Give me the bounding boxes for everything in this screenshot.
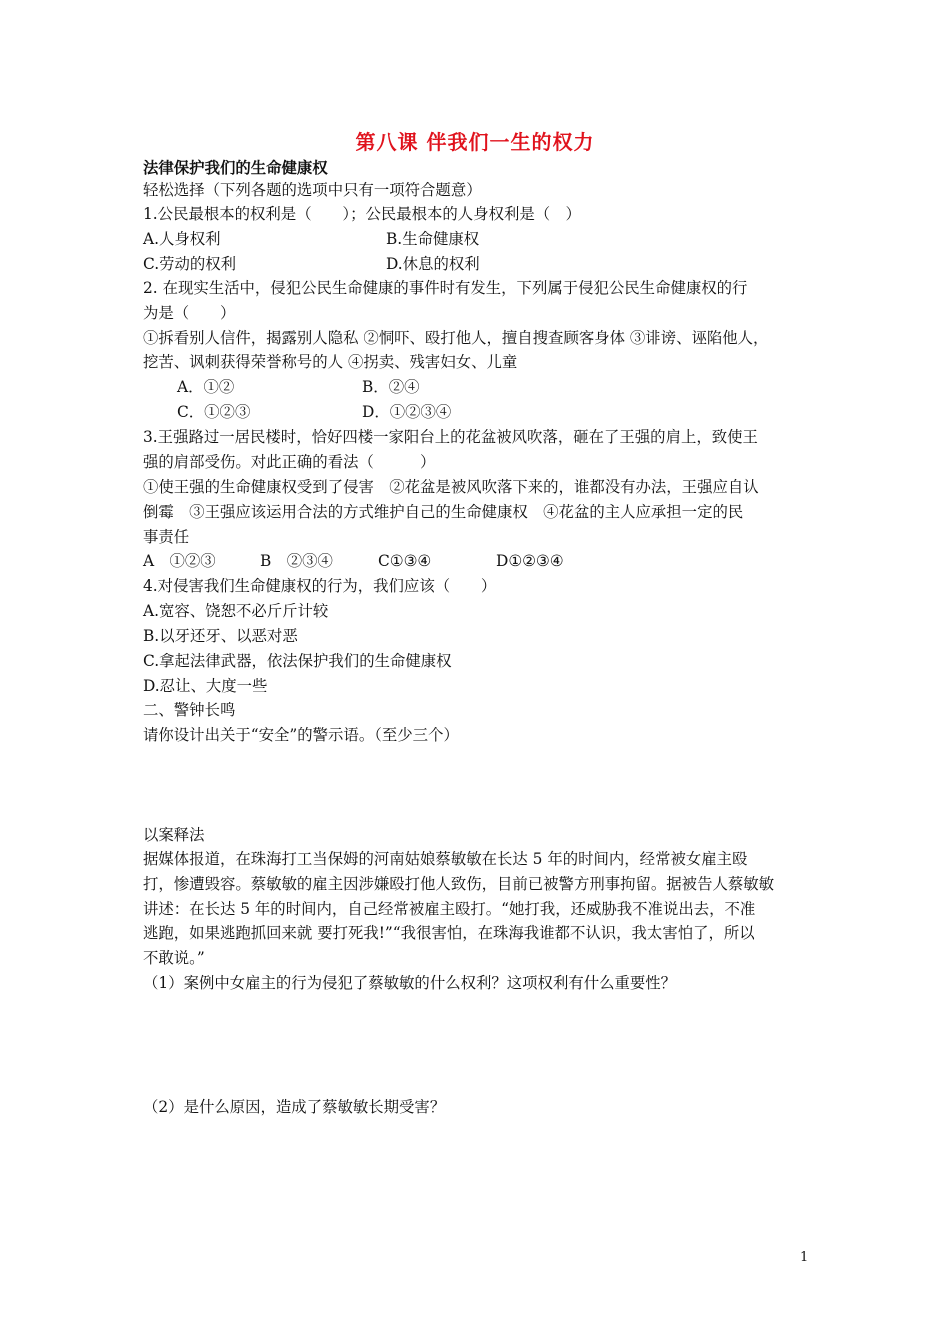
q2-option-c: C．①②③ [177,403,251,421]
lesson-title: 第八课 伴我们一生的权力 [355,130,595,154]
q4-option-a: A.宽容、饶恕不必斤斤计较 [143,602,329,620]
case-line3: 讲述：在长达 5 年的时间内，自己经常被雇主殴打。“她打我，还威胁我不准说出去，不准 [143,900,756,918]
q3-option-a: A ①②③ [143,552,216,570]
question-3-line4: 倒霉 ③王强应该运用合法的方式维护自己的生命健康权 ④花盆的主人应承担一定的民 [143,503,744,521]
case-question-2: （2）是什么原因，造成了蔡敏敏长期受害？ [143,1098,446,1116]
q4-option-d: D.忍让、大度一些 [143,677,268,695]
q4-option-c: C.拿起法律武器，依法保护我们的生命健康权 [143,652,452,670]
q2-option-b: B．②④ [362,378,420,396]
q1-option-c: C.劳动的权利 [143,255,237,273]
part3-heading: 以案释法 [143,826,205,844]
question-3-line5: 事责任 [143,528,190,546]
question-1: 1.公民最根本的权利是（ ）；公民最根本的人身权利是（ ） [143,205,581,223]
question-3-line2: 强的肩部受伤。对此正确的看法（ ） [143,453,436,471]
q3-option-b: B ②③④ [260,552,333,570]
question-2-line3: ①拆看别人信件，揭露别人隐私 ②恫吓、殴打他人，擅自搜查顾客身体 ③诽谤、诬陷他人， [143,329,769,347]
case-line2: 打，惨遭毁容。蔡敏敏的雇主因涉嫌殴打他人致伤，目前已被警方刑事拘留。据被告人蔡敏敏 [143,875,775,893]
q1-option-d: D.休息的权利 [386,255,480,273]
question-3-line1: 3.王强路过一居民楼时，恰好四楼一家阳台上的花盆被风吹落，砸在了王强的肩上，致使王 [143,428,758,446]
q2-option-d: D．①②③④ [362,403,452,421]
q2-option-a: A．①② [177,378,235,396]
case-line4: 逃跑，如果逃跑抓回来就 要打死我!”“我很害怕，在珠海我谁都不认识，我太害怕了，所以 [143,924,755,942]
q4-option-b: B.以牙还牙、以恶对恶 [143,627,298,645]
question-3-line3: ①使王强的生命健康权受到了侵害 ②花盆是被风吹落下来的，谁都没有办法，王强应自认 [143,478,759,496]
question-4: 4.对侵害我们生命健康权的行为，我们应该（ ） [143,577,497,595]
case-line5: 不敢说。” [143,949,205,967]
q1-option-a: A.人身权利 [143,230,221,248]
case-line1: 据媒体报道，在珠海打工当保姆的河南姑娘蔡敏敏在长达 5 年的时间内，经常被女雇主殴 [143,850,748,868]
question-2-line2: 为是（ ） [143,304,236,322]
q1-option-b: B.生命健康权 [386,230,480,248]
q3-option-c: C①③④ [378,552,432,570]
q3-option-d: D①②③④ [496,552,564,570]
question-2-line1: 2. 在现实生活中，侵犯公民生命健康的事件时有发生，下列属于侵犯公民生命健康权的行 [143,279,748,297]
question-2-line4: 挖苦、讽刺获得荣誉称号的人 ④拐卖、残害妇女、儿童 [143,353,518,371]
section-heading: 法律保护我们的生命健康权 [143,159,328,177]
part1-instruction: 轻松选择（下列各题的选项中只有一项符合题意） [143,181,482,199]
part2-prompt: 请你设计出关于“安全”的警示语。（至少三个） [143,726,459,744]
case-question-1: （1）案例中女雇主的行为侵犯了蔡敏敏的什么权利？这项权利有什么重要性？ [143,974,677,992]
page-number: 1 [800,1250,809,1265]
part2-heading: 二、警钟长鸣 [143,701,236,719]
